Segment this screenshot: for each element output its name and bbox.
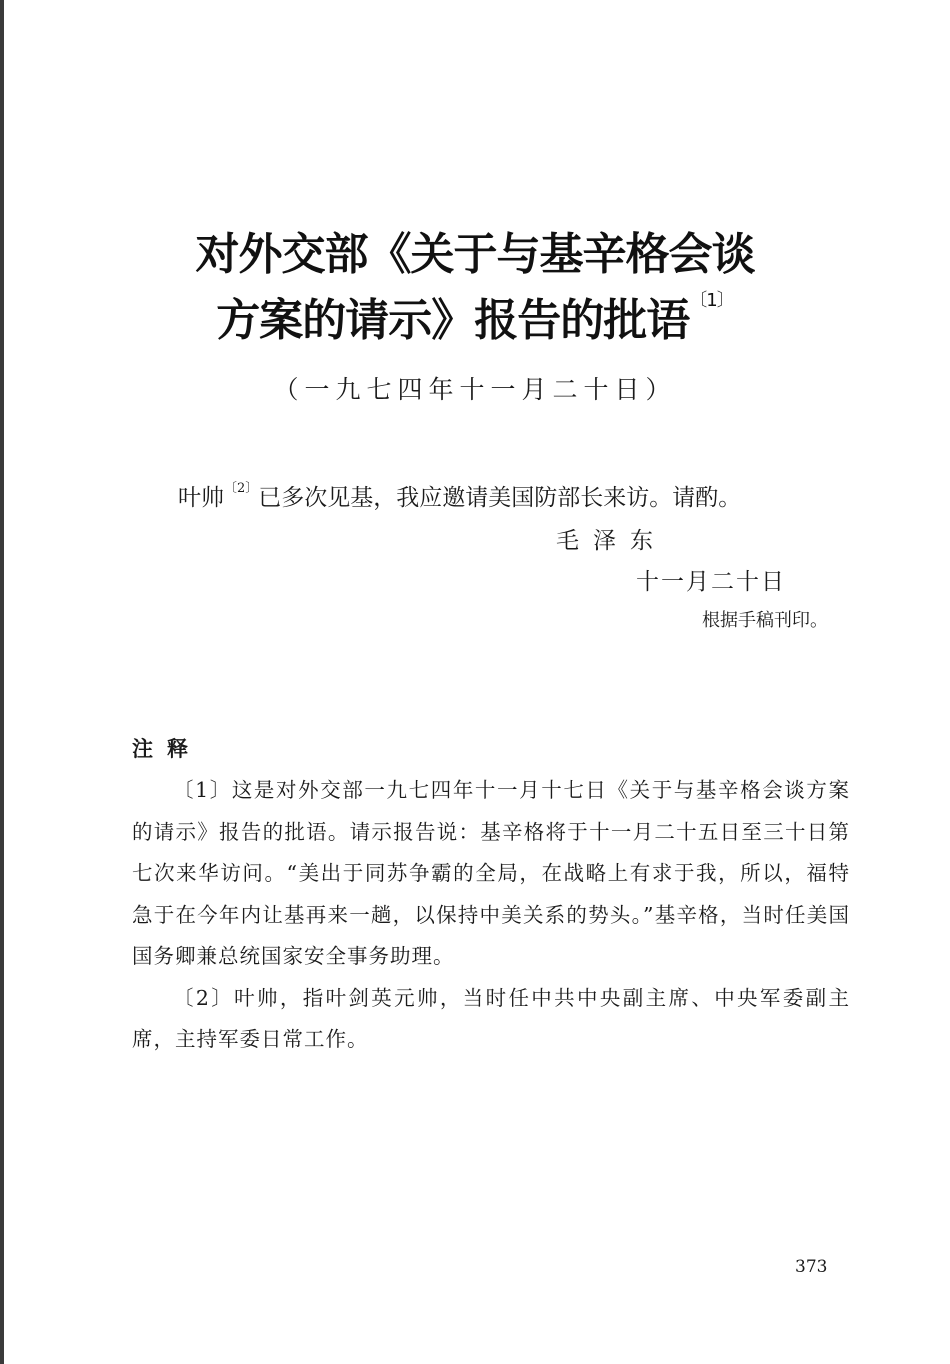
- title-line-2-text: 方案的请示》报告的批语: [216, 295, 690, 346]
- signature-date: 十一月二十日: [636, 569, 786, 595]
- document-date: （一九七四年十一月二十日）: [273, 375, 677, 404]
- page-number: 373: [795, 1257, 828, 1277]
- title-footnote-ref[interactable]: 〔1〕: [689, 290, 734, 311]
- signature: 毛泽东: [556, 528, 667, 554]
- note-item-1: 〔1〕这是对外交部一九七四年十一月十七日《关于与基辛格会谈方案的请示》报告的批语。请示报告说：基辛格将于十一月二十五日至三十日第七次来华访问。“美出于同苏争霸的全局，在战略上有求于我，所以，福特急于在今年内让基再来一趟，以保持中美关系的势头。”基辛格，当时任美国国务卿兼总统国家安全事务助理。: [132, 778, 850, 968]
- body-text: 已多次见基，我应邀请美国防部长来访。请酌。: [258, 485, 742, 511]
- annotation-body: [178, 479, 741, 512]
- body-footnote-ref[interactable]: 〔2〕: [224, 481, 259, 496]
- page-edge: [0, 0, 4, 1364]
- title-line-2: [0, 284, 950, 348]
- title-line-1-text: 对外交部《关于与基辛格会谈: [195, 229, 755, 280]
- note-item-2: 〔2〕叶帅，指叶剑英元帅，当时任中共中央副主席、中央军委副主席，主持军委日常工作。: [132, 985, 850, 1051]
- title-line-1: [0, 218, 950, 282]
- notes-section: [132, 770, 850, 1061]
- notes-heading: 注释: [132, 737, 202, 761]
- body-prefix: 叶帅: [178, 485, 224, 511]
- source-note: 根据手稿刊印。: [702, 610, 828, 631]
